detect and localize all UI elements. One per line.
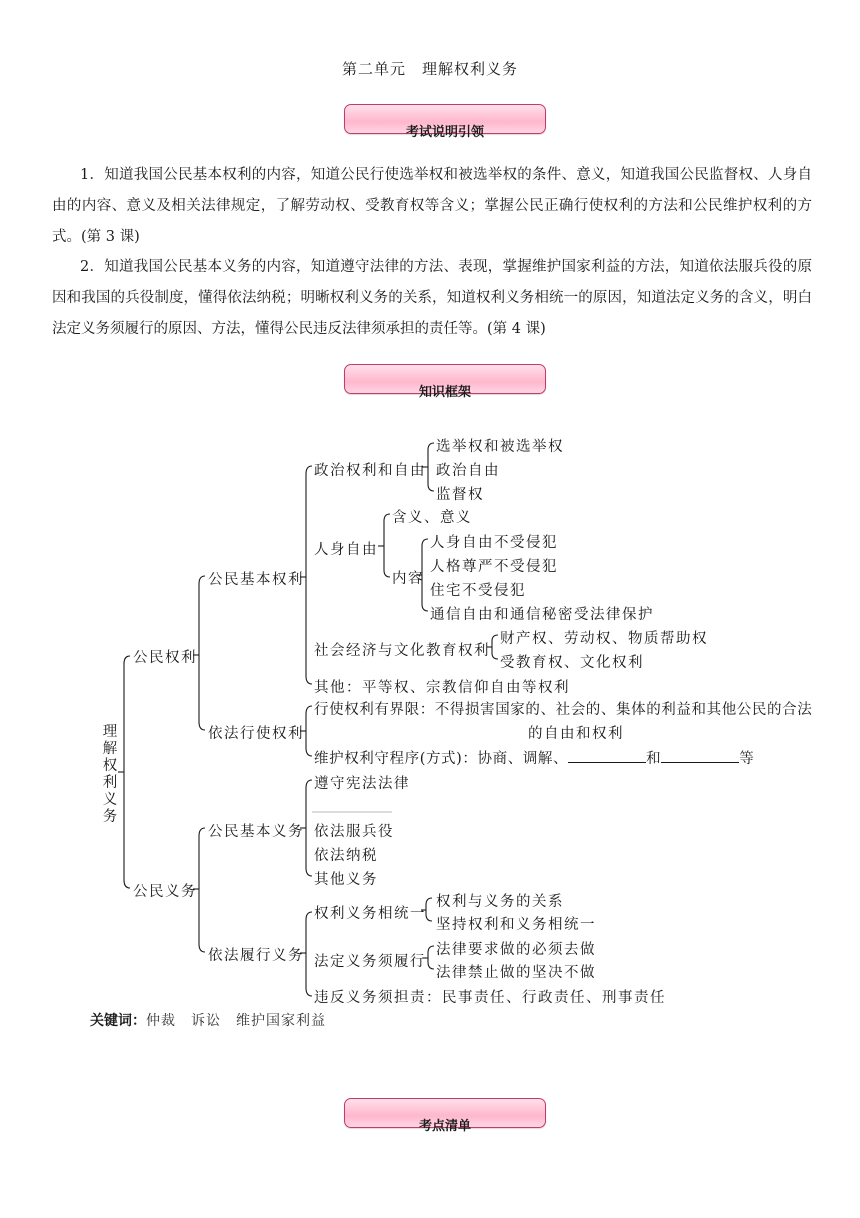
tree-root-text: 理解权利义务 xyxy=(102,724,118,825)
node-violate: 违反义务须担责：民事责任、行政责任、刑事责任 xyxy=(314,990,666,1006)
blank-1[interactable] xyxy=(568,750,646,763)
protect-prefix: 维护权利守程序(方式)：协商、调解、 xyxy=(314,751,569,767)
bracket-fulfill xyxy=(306,912,312,996)
duty-item: 依法纳税 xyxy=(314,848,378,864)
exam-paragraph-2: 2．知道我国公民基本义务的内容，知道遵守法律的方法、表现，掌握维护国家利益的方法，知道依法服兵役的原因和我国的兵役制度，懂得依法纳税；明晰权利义务的关系，知道权利义务相统一的原因，知道法定义务的含义，明白法定义务须履行的原因、方法，懂得公民违反法律须承担的责任等。(第 4 课) xyxy=(52,259,812,337)
node-political: 政治权利和自由 xyxy=(314,463,426,479)
node-unity: 权利义务相统一 xyxy=(314,906,426,922)
political-item: 监督权 xyxy=(436,487,484,503)
social-item: 受教育权、文化权利 xyxy=(500,655,644,671)
unit-title: 第二单元 理解权利义务 xyxy=(341,60,518,78)
unity-item: 坚持权利和义务相统一 xyxy=(436,917,596,933)
legal-item: 法律要求做的必须去做 xyxy=(436,942,596,958)
political-item: 政治自由 xyxy=(436,463,500,479)
protect-suffix: 等 xyxy=(739,751,755,767)
node-social: 社会经济与文化教育权利 xyxy=(314,643,490,659)
blank-2[interactable] xyxy=(661,750,739,763)
duty-item: 遵守宪法法律 xyxy=(314,776,410,792)
social-item: 财产权、劳动权、物质帮助权 xyxy=(500,631,708,647)
keywords xyxy=(90,1010,326,1030)
node-limits-cont: 的自由和权利 xyxy=(528,726,624,742)
keywords-label: 关键词： xyxy=(90,1013,146,1029)
bracket-political xyxy=(428,443,434,491)
bracket-basic-rights xyxy=(306,466,312,684)
bracket-root xyxy=(124,656,130,888)
unity-item: 权利与义务的关系 xyxy=(436,894,564,910)
bracket-exercise xyxy=(306,706,312,756)
bracket-personal xyxy=(384,514,390,577)
node-fulfill: 依法履行义务 xyxy=(208,948,304,964)
content-item: 人格尊严不受侵犯 xyxy=(430,559,558,575)
bracket-social xyxy=(492,635,498,659)
node-other-rights: 其他：平等权、宗教信仰自由等权利 xyxy=(314,680,570,696)
node-basic-duties: 公民基本义务 xyxy=(208,824,304,840)
section-title-framework: 知识框架 xyxy=(418,385,471,400)
section-title-exam: 考试说明引领 xyxy=(405,125,484,140)
section-title-checklist: 考点清单 xyxy=(418,1119,471,1134)
section-banner-checklist xyxy=(344,1098,546,1134)
bracket-basic-duties xyxy=(306,780,312,876)
political-item: 选举权和被选举权 xyxy=(436,439,564,455)
node-rights: 公民权利 xyxy=(133,650,197,666)
protect-and: 和 xyxy=(646,751,662,767)
bracket-unity xyxy=(426,898,432,921)
legal-item: 法律禁止做的坚决不做 xyxy=(436,965,596,981)
node-personal: 人身自由 xyxy=(314,542,378,558)
content-item: 通信自由和通信秘密受法律保护 xyxy=(430,607,654,623)
bracket-rights xyxy=(199,576,205,730)
keywords-text: 仲裁 诉讼 维护国家利益 xyxy=(146,1013,326,1029)
node-legal-duty: 法定义务须履行 xyxy=(314,954,426,970)
node-limits: 行使权利有界限：不得损害国家的、社会的、集体的利益和其他公民的合法 xyxy=(314,702,813,718)
exam-paragraph-1: 1．知道我国公民基本权利的内容，知道公民行使选举权和被选举权的条件、意义，知道我国公民监督权、人身自由的内容、意义及相关法律规定，了解劳动权、受教育权等含义；掌握公民正确行使权利的方法和公民维护权利的方式。(第 3 课) xyxy=(52,167,812,245)
duty-item: 依法服兵役 xyxy=(314,824,394,840)
content-item: 人身自由不受侵犯 xyxy=(430,535,558,551)
node-protect xyxy=(314,747,754,768)
node-duties: 公民义务 xyxy=(133,884,197,900)
node-basic-rights: 公民基本权利 xyxy=(208,572,304,588)
node-meaning: 含义、意义 xyxy=(392,510,472,526)
content-item: 住宅不受侵犯 xyxy=(430,583,526,599)
bracket-legal xyxy=(428,946,434,969)
node-exercise: 依法行使权利 xyxy=(208,726,304,742)
duty-item: 其他义务 xyxy=(314,872,378,888)
bracket-duties xyxy=(199,828,205,952)
tree-root xyxy=(102,724,118,826)
node-content: 内容 xyxy=(392,571,424,587)
